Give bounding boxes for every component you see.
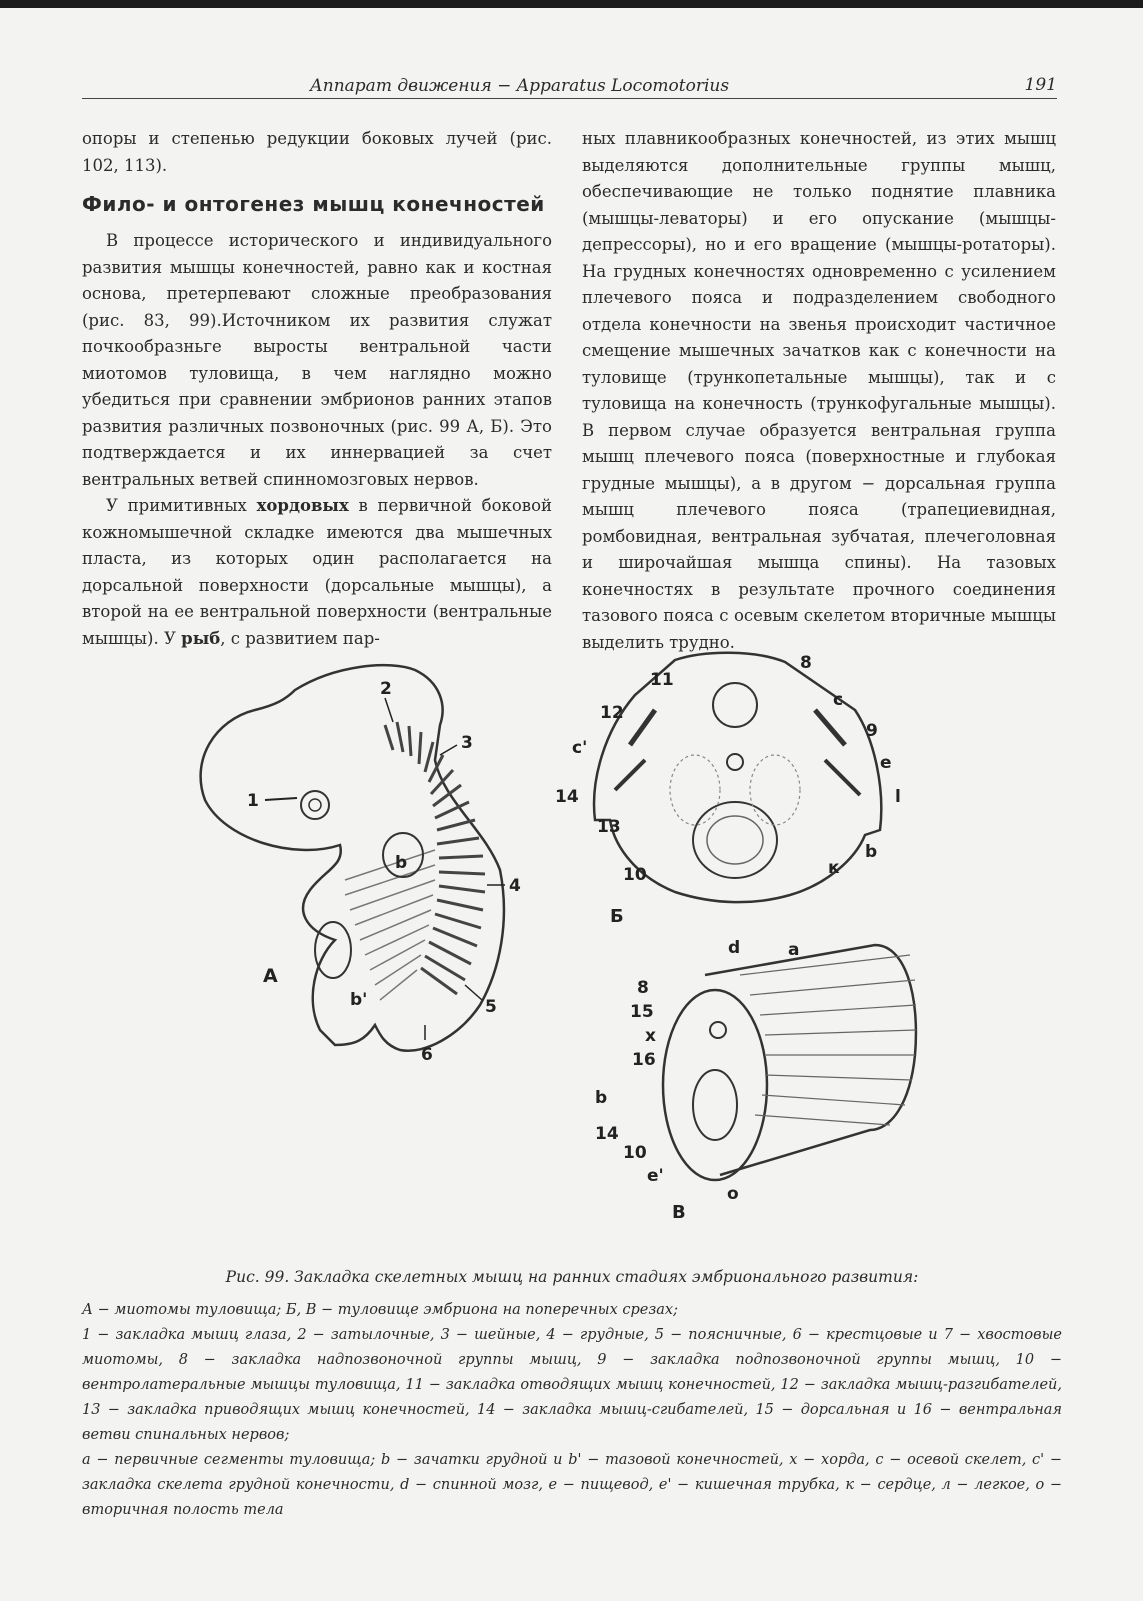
- bold-term-chordates: хордовых: [256, 496, 349, 515]
- panel-letter-v: В: [672, 1202, 686, 1223]
- label-15: 15: [630, 1002, 654, 1022]
- lens: [309, 799, 321, 811]
- label-8: 8: [800, 653, 812, 673]
- label-c: c: [833, 690, 844, 710]
- esophagus: [727, 754, 743, 770]
- paragraph-fins: ных плавникообразных конечностей, из этих мышц выделяются дополнительные группы мышц, обеспечивающие не только поднятие плавника (мышцы-леваторы) и его опускание (мышцы-депрессоры), но и его вращение (мышцы-ротаторы). На грудных конечностях одновременно с усилением плечевого пояса и подразделением свободного отдела конечности на звенья происходит частичное смещение мышечных зачатков как с конечности на туловище (трункопетальные мышцы), так и с туловища на конечность (трункофугальные мышцы). В первом случае образуется вентральная группа мышц плечевого пояса (поверхностные и глубокая грудные мышцы), а в другом − дорсальная группа мышц плечевого пояса (трапециевидная, ромбовидная, вентральная зубчатая, плечеголовная и широчайшая мышца спины). На тазовых конечностях в результате прочного соединения тазового пояса с осевым скелетом вторичные мышцы выделить трудно.: [582, 129, 1056, 652]
- label-3: 3: [461, 733, 473, 753]
- label-a: a: [788, 940, 800, 960]
- paragraph-continuation: опоры и степенью редукции боковых лучей (рис. 102, 113).: [82, 129, 552, 175]
- leader-3: [440, 745, 457, 755]
- lung-left: [670, 755, 720, 825]
- leader-2: [385, 698, 393, 722]
- label-10: 10: [623, 865, 647, 885]
- label-13: 13: [597, 817, 621, 837]
- scan-top-edge: [0, 0, 1143, 8]
- lung-right: [750, 755, 800, 825]
- label-12: 12: [600, 703, 624, 723]
- eye-primordium: [301, 791, 329, 819]
- bold-term-fish: рыб: [181, 628, 221, 648]
- label-b-prime: b': [350, 990, 368, 1010]
- cut-face: [663, 990, 767, 1180]
- heart: [693, 802, 777, 878]
- leader-5: [465, 985, 482, 1000]
- label-8: 8: [637, 978, 649, 998]
- notochord: [710, 1022, 726, 1038]
- leader-1: [265, 798, 297, 800]
- heart-inner: [707, 816, 763, 864]
- flexor-primordia: [615, 760, 860, 795]
- caption-line-2: 1 − закладка мышц глаза, 2 − затылочные, 3 − шейные, 4 − грудные, 5 − поясничные, 6 − крестцовые и 7 − хвостовые миотомы, 8 − закладка надпозвоночной группы мышц, 9 − закладка подпозвоночной группы мышц, 10 − вентролатеральные мышцы туловища, 11 − закладка отводящих мышц конечностей, 12 − закладка мышц-разгибателей, 13 − закладка приводящих мышц конечностей, 14 − закладка мышц-сгибателей, 15 − дорсальная и 16 − вентральная ветви спинальных нервов;: [82, 1327, 1062, 1443]
- label-d: d: [728, 938, 741, 958]
- left-column: [82, 126, 552, 652]
- panel-letter-a: А: [263, 965, 278, 987]
- label-o: o: [727, 1184, 739, 1204]
- label-6: 6: [421, 1045, 433, 1065]
- running-header: [82, 72, 1057, 99]
- paragraph-chordates: [82, 493, 552, 652]
- label-e-prime: e': [647, 1166, 664, 1186]
- label-5: 5: [485, 997, 497, 1017]
- section-heading: Фило- и онтогенез мышц конечностей: [82, 192, 545, 216]
- label-2: 2: [380, 679, 392, 699]
- label-14: 14: [555, 787, 579, 807]
- segment-body: [705, 945, 916, 1175]
- caption-line-3: a − первичные сегменты туловища; b − зачатки грудной и b' − тазовой конечностей, x − хорда, c − осевой скелет, c' − закладка скелета грудной конечности, d − спинной мозг, e − пищевод, e' − кишечная трубка, к − сердце, л − легкое, o − вторичная полость тела: [82, 1452, 1062, 1518]
- text-run: в первичной боковой кожномышечной складке имеются два мышечных пласта, из которых один располагается на дорсальной поверхности (дорсальные мышцы), а второй на ее вентральной поверхности (вентральные мышцы). У: [82, 496, 552, 648]
- text-run: У примитивных: [106, 496, 257, 515]
- label-x: x: [645, 1026, 656, 1046]
- label-l: l: [895, 787, 901, 807]
- page-number: 191: [1024, 75, 1057, 95]
- label-k: к: [828, 858, 840, 878]
- figure-caption: [82, 1265, 1062, 1523]
- panel-letter-b: Б: [610, 906, 624, 927]
- running-header-title: Аппарат движения − Apparatus Locomotorius: [309, 76, 730, 96]
- label-c-prime: c': [572, 738, 588, 758]
- hindlimb-bud: [315, 922, 351, 978]
- spinal-cord: [713, 683, 757, 727]
- label-11: 11: [650, 670, 674, 690]
- label-1: 1: [247, 791, 259, 811]
- label-4: 4: [509, 876, 521, 896]
- label-b: b: [865, 842, 878, 862]
- text-run: , с развитием пар-: [220, 628, 380, 648]
- caption-title: Рис. 99. Закладка скелетных мышц на ранних стадиях эмбрионального развития:: [225, 1268, 919, 1286]
- figure-panel-a: [185, 660, 545, 1080]
- gut-tube: [693, 1070, 737, 1140]
- label-10: 10: [623, 1143, 647, 1163]
- figure-panel-v: [590, 935, 935, 1225]
- label-16: 16: [632, 1050, 656, 1070]
- figure-panel-b: [555, 650, 920, 940]
- label-14: 14: [595, 1124, 619, 1144]
- caption-line-1: А − миотомы туловища; Б, В − туловище эмбриона на поперечных срезах;: [82, 1302, 678, 1318]
- label-9: 9: [866, 721, 878, 741]
- label-b: b: [595, 1088, 608, 1108]
- paragraph-development: В процессе исторического и индивидуального развития мышцы конечностей, равно как и костная основа, претерпевают сложные преобразования (рис. 83, 99).Источником их развития служат почкообразньге выросты вентральной части миотомов туловища, в чем наглядно можно убедиться при сравнении эмбрионов ранних этапов развития различных позвоночных (рис. 99 А, Б). Это подтверждается и их иннервацией за счет вентральных ветвей спинномозговых нервов.: [82, 231, 552, 489]
- right-column: [582, 126, 1056, 656]
- label-b: b: [395, 853, 408, 873]
- label-e: e: [880, 753, 892, 773]
